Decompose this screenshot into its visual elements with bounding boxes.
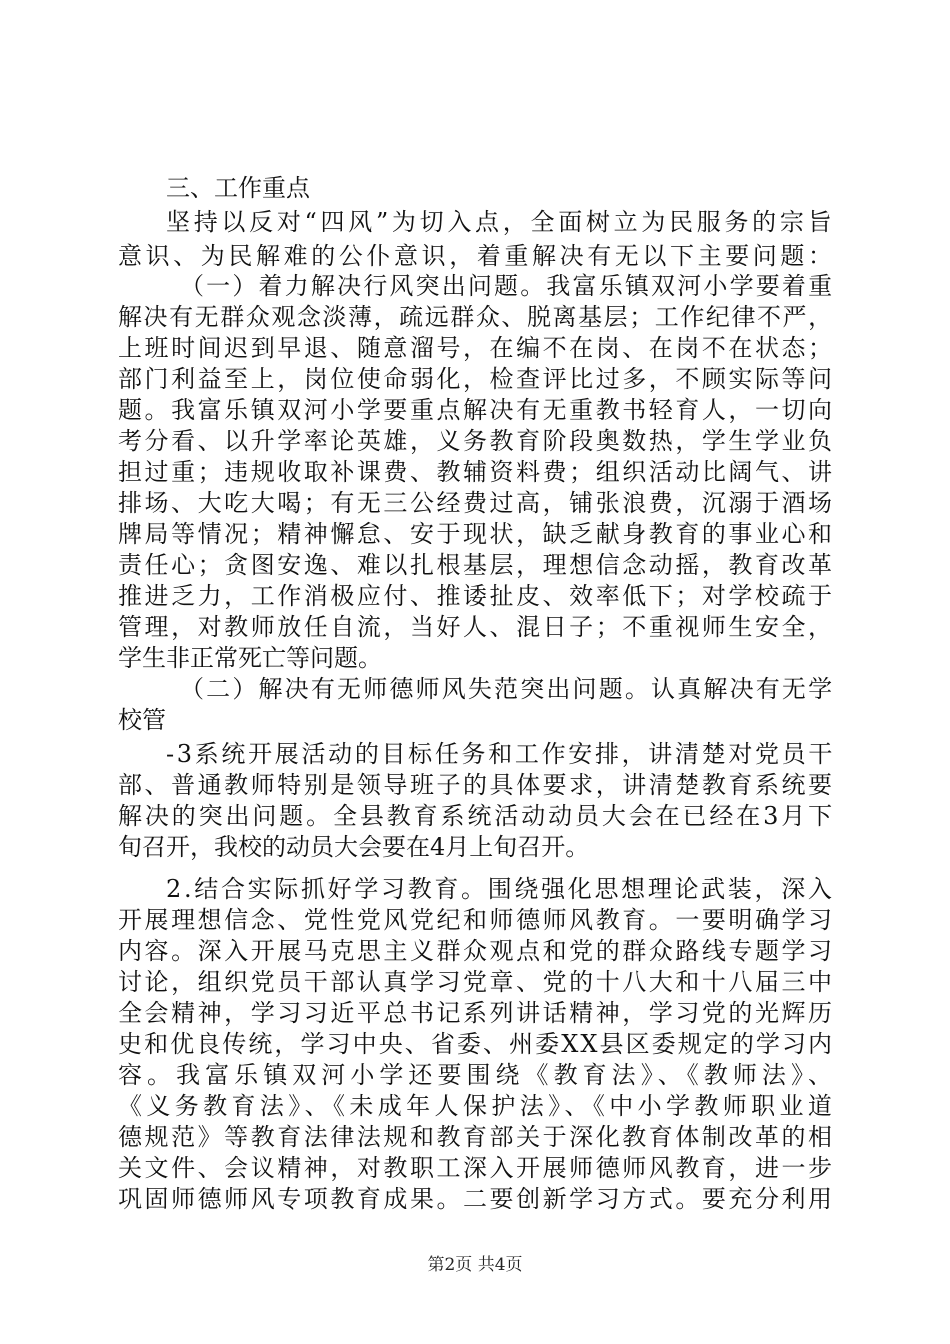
paragraph-line: 2.结合实际抓好学习教育。围绕强化思想理论武装，深入 <box>166 875 835 903</box>
paragraph-line: 学生非正常死亡等问题。 <box>118 644 382 672</box>
paragraph-line: 德规范》等教育法律法规和教育部关于深化教育体制改革的相 <box>118 1123 835 1151</box>
paragraph-line: 内容。深入开展马克思主义群众观点和党的群众路线专题学习 <box>118 937 835 965</box>
paragraph-line: 题。我富乐镇双河小学要重点解决有无重教书轻育人，一切向 <box>118 396 835 424</box>
paragraph-line: -3系统开展活动的目标任务和工作安排，讲清楚对党员干 <box>166 740 836 768</box>
paragraph-line: 全会精神，学习习近平总书记系列讲话精神，学习党的光辉历 <box>118 999 835 1027</box>
paragraph-line: 排场、大吃大喝；有无三公经费过高，铺张浪费，沉溺于酒场 <box>118 489 835 517</box>
paragraph-line: （二）解决有无师德师风失范突出问题。认真解决有无学 <box>180 675 835 703</box>
page-number-footer: 第2页 共4页 <box>427 1255 523 1275</box>
paragraph-line: 校管 <box>118 706 166 734</box>
paragraph-line: 开展理想信念、党性党风党纪和师德师风教育。一要明确学习 <box>118 906 835 934</box>
paragraph-line: 巩固师德师风专项教育成果。二要创新学习方式。要充分利用 <box>118 1185 835 1213</box>
paragraph-line: 讨论，组织党员干部认真学习党章、党的十八大和十八届三中 <box>118 968 835 996</box>
paragraph-line: 考分看、以升学率论英雄，义务教育阶段奥数热，学生学业负 <box>118 427 835 455</box>
paragraph-line: 部门利益至上，岗位使命弱化，检查评比过多，不顾实际等问 <box>118 365 835 393</box>
paragraph-line: 坚持以反对“四风”为切入点，全面树立为民服务的宗旨 <box>166 208 836 236</box>
paragraph-line: 责任心；贪图安逸、难以扎根基层，理想信念动摇，教育改革 <box>118 551 835 579</box>
paragraph-line: 推进乏力，工作消极应付、推诿扯皮、效率低下；对学校疏于 <box>118 582 835 610</box>
paragraph-line: 上班时间迟到早退、随意溜号，在编不在岗、在岗不在状态； <box>118 334 835 362</box>
paragraph-line: 关文件、会议精神，对教职工深入开展师德师风教育，进一步 <box>118 1154 835 1182</box>
paragraph-line: 担过重；违规收取补课费、教辅资料费；组织活动比阔气、讲 <box>118 458 835 486</box>
paragraph-line: 意识、为民解难的公仆意识，着重解决有无以下主要问题： <box>118 242 836 270</box>
paragraph-line: 容。我富乐镇双河小学还要围绕《教育法》、《教师法》、 <box>118 1061 838 1089</box>
paragraph-line: 《义务教育法》、《未成年人保护法》、《中小学教师职业道 <box>118 1092 837 1120</box>
paragraph-line: 史和优良传统，学习中央、省委、州委XX县区委规定的学习内 <box>118 1030 835 1058</box>
paragraph-line: 牌局等情况；精神懈怠、安于现状，缺乏献身教育的事业心和 <box>118 520 835 548</box>
paragraph-line: 解决有无群众观念淡薄，疏远群众、脱离基层；工作纪律不严， <box>118 303 834 331</box>
paragraph-line: 旬召开，我校的动员大会要在4月上旬召开。 <box>118 833 590 861</box>
paragraph-line: 部、普通教师特别是领导班子的具体要求，讲清楚教育系统要 <box>118 771 835 799</box>
paragraph-line: 解决的突出问题。全县教育系统活动动员大会在已经在3月下 <box>118 802 836 830</box>
section-heading: 三、工作重点 <box>166 174 310 202</box>
paragraph-line: 管理，对教师放任自流，当好人、混日子；不重视师生安全， <box>118 613 835 641</box>
paragraph-line: （一）着力解决行风突出问题。我富乐镇双河小学要着重 <box>180 272 835 300</box>
